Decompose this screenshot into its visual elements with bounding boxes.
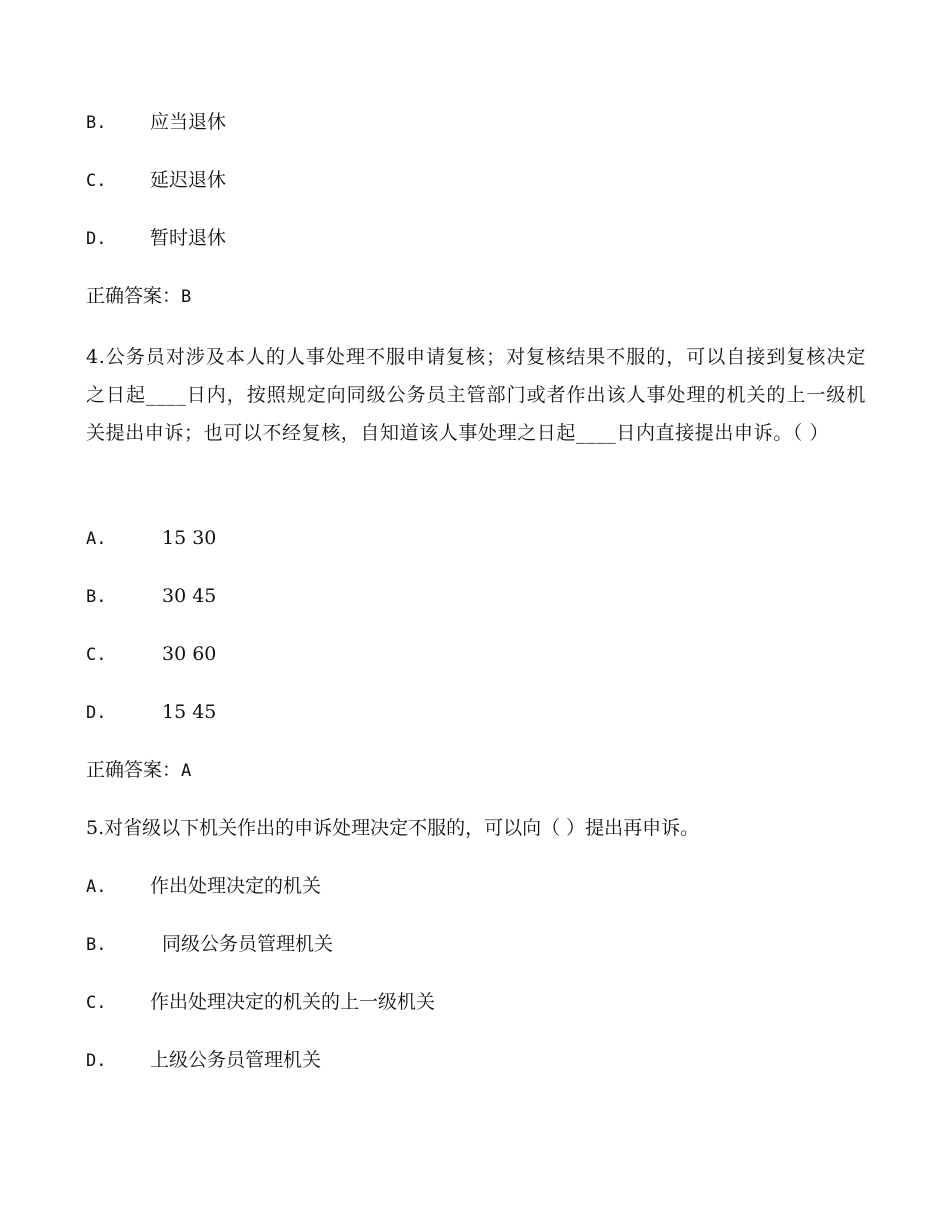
option-d [86, 700, 216, 725]
answer-label: 正确答案： [86, 759, 182, 781]
answer-value: B [181, 287, 192, 307]
option-text: 暂时退休 [150, 227, 227, 249]
option-a [86, 874, 321, 899]
option-a [86, 526, 216, 551]
option-c [86, 990, 435, 1015]
option-text: 作出处理决定的机关的上一级机关 [150, 991, 436, 1013]
option-text: 应当退休 [150, 111, 227, 133]
option-c [86, 168, 226, 193]
option-letter: D. [86, 703, 107, 723]
question-stem: 5.对省级以下机关作出的申诉处理决定不服的，可以向（ ）提出再申诉。 [86, 817, 700, 839]
correct-answer [86, 284, 191, 309]
option-letter: D. [86, 1051, 107, 1071]
option-b [86, 584, 216, 609]
option-letter: C. [86, 993, 107, 1013]
option-c [86, 642, 216, 667]
correct-answer [86, 758, 191, 783]
option-text: 上级公务员管理机关 [150, 1049, 322, 1071]
option-letter: B. [86, 113, 107, 133]
option-text: 15 30 [162, 527, 217, 549]
answer-label: 正确答案： [86, 285, 182, 307]
option-letter: B. [86, 587, 107, 607]
option-letter: C. [86, 645, 107, 665]
option-d [86, 226, 226, 251]
option-text: 延迟退休 [150, 169, 227, 191]
option-letter: B. [86, 935, 107, 955]
option-text: 30 45 [162, 585, 217, 607]
option-letter: C. [86, 171, 107, 191]
option-text: 同级公务员管理机关 [162, 933, 334, 955]
option-letter: A. [86, 529, 107, 549]
option-text: 30 60 [162, 643, 217, 665]
option-b [86, 932, 333, 957]
answer-value: A [181, 761, 192, 781]
option-letter: A. [86, 877, 107, 897]
option-d [86, 1048, 321, 1073]
option-text: 15 45 [162, 701, 217, 723]
question-stem: 4.公务员对涉及本人的人事处理不服申请复核；对复核结果不服的，可以自接到复核决定之日起____日内，按照规定向同级公务员主管部门或者作出该人事处理的机关的上一级机关提出申诉；也可以不经复核，自知道该人事处理之日起____日内直接提出申诉。（ ） [86, 346, 866, 444]
option-text: 作出处理决定的机关 [150, 875, 322, 897]
option-letter: D. [86, 229, 107, 249]
option-b [86, 110, 226, 135]
